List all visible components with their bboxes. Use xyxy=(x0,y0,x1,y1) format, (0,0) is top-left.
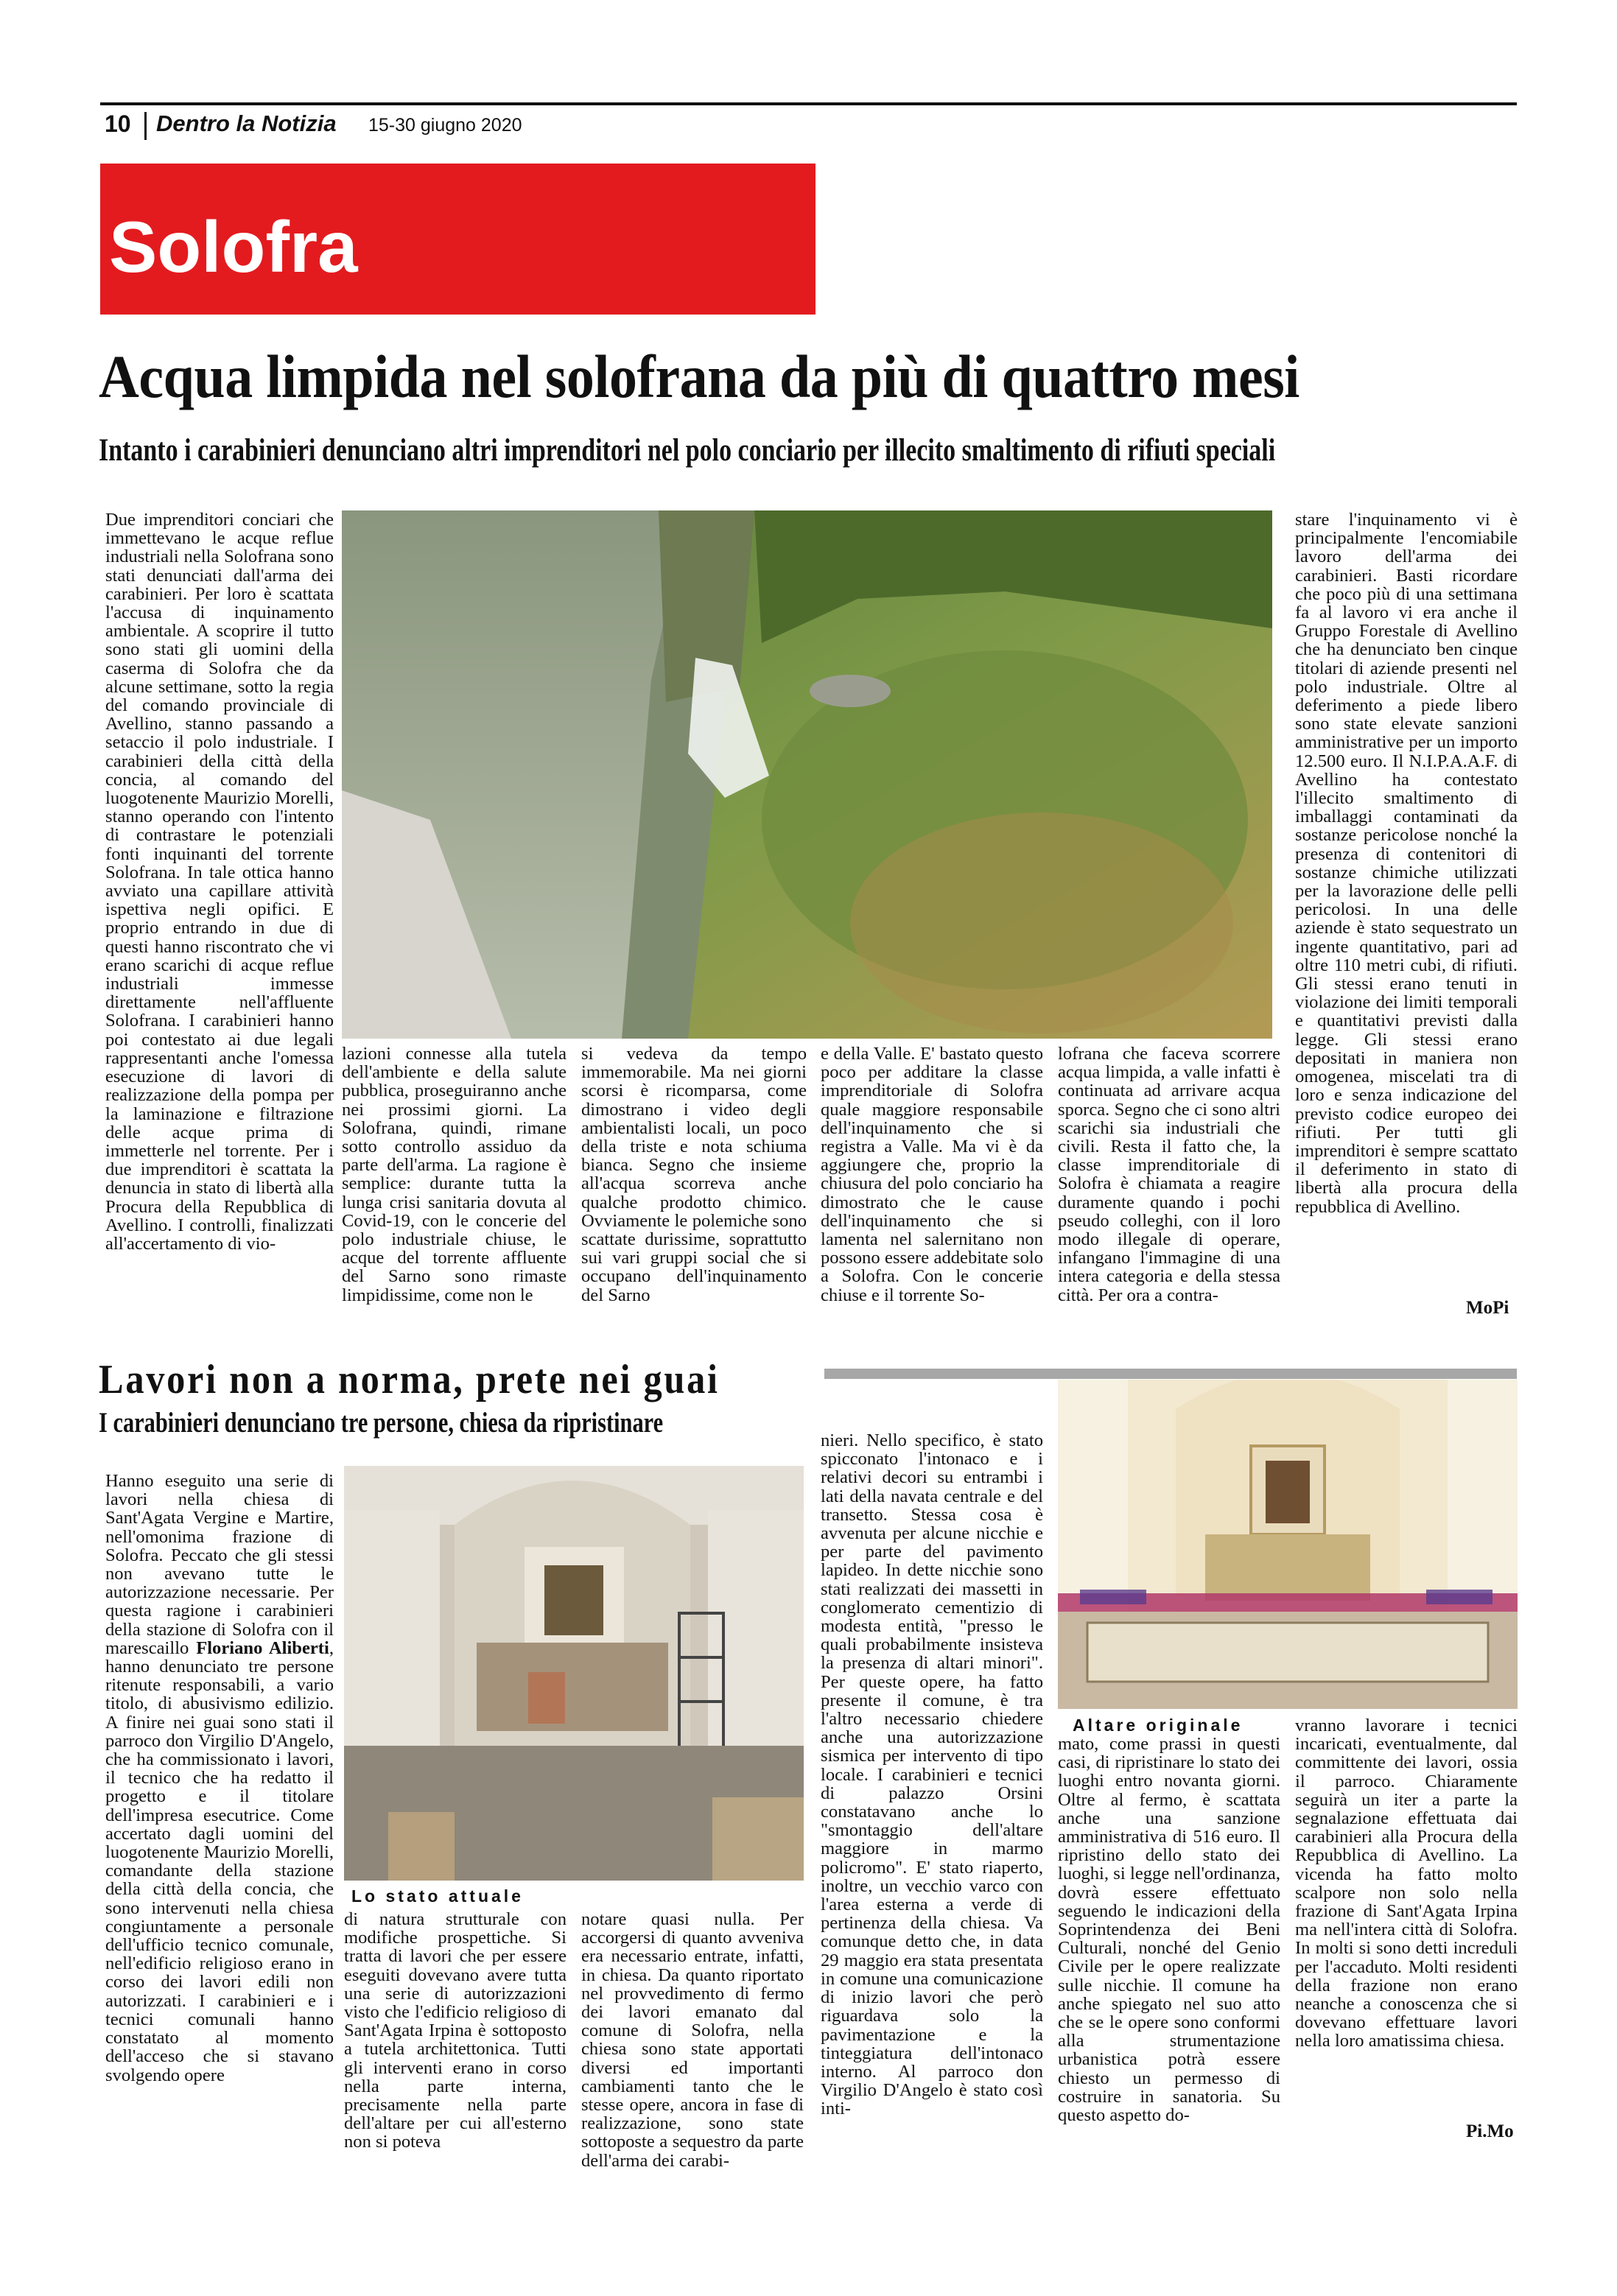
grey-divider-bar xyxy=(824,1369,1517,1379)
church-altar-icon xyxy=(1058,1380,1518,1709)
article2-signature: Pi.Mo xyxy=(1466,2121,1514,2141)
article2-column-1: Hanno eseguito una serie di lavori nella chiesa di Sant'Agata Vergine e Martire, nell'omonima frazione di Solofra. Peccato che gli stessi non avevano tutte le autorizzazione necessarie. Per questa ragione i carabinieri della stazione di Solofra con il marescaillo Floriano Aliberti, hanno denunciato tre persone ritenute responsabili, a vario titolo, di abusivismo edilizio. A finire nei guai sono stati il parroco don Virgilio D'Angelo, che ha commissionato i lavori, il tecnico che ha redatto il progetto e il titolare dell'impresa esecutrice. Come accertato dagli uomini del luogotenente Maurizio Morelli, comandante della stazione della città della concia, che sono intervenuti nella chiesa congiuntamente a personale dell'ufficio tecnico comunale, nell'edificio religioso erano in corso dei lavori edili non autorizzati. I carabinieri e i tecnici comunali hanno constatato al momento dell'acceso che si stavano svolgendo opere xyxy=(105,1471,334,2085)
article2-column-3: notare quasi nulla. Per accorgersi di quanto avveniva era necessario entrate, infatti, in chiesa. Da quanto riportato nel provvedimento di fermo dei lavori emanato dal comune di Solofra, nella chiesa sono state apportati diversi ed importanti cambiamenti tanto che le stesse opere, ancora in fase di realizzazione, sono state sottoposte a sequestro da parte dell'arma dei carabi- xyxy=(581,1909,804,2171)
article2-headline: Lavori non a norma, prete nei guai xyxy=(99,1357,720,1402)
church-construction-icon xyxy=(344,1466,804,1881)
article1-headline: Acqua limpida nel solofrana da più di quattro mesi xyxy=(99,343,1299,410)
officer-name: Floriano Aliberti xyxy=(196,1637,329,1658)
article2-column-4: nieri. Nello specifico, è stato spicconato l'intonaco e i relativi decori su entrambi i lati della navata centrale e del transetto. Stessa cosa è avvenuta per alcune nicchie e per parte del pavimento lapideo. In dette nicchie sono stati realizzati dei massetti in conglomerato cementizio di modesta entità, "presso le quali probabilmente insisteva la presenza di altari minori". Per queste opere, ha fatto presente il comune, è tra l'altro necessario chiedere anche una autorizzazione sismica per intervento di tipo locale. I carabinieri e tecnici di palazzo Orsini constatavano anche lo "smontaggio dell'altare maggiore in marmo policromo". E' stato riaperto, inoltre, un vecchio varco con l'area esterna a verde di pertinenza della chiesa. Va comunque detto che, in data 29 maggio era stata presentata in comune una comunicazione di inizio lavori che però riguardava solo la pavimentazione e la tinteggiatura dell'intonaco interno. Al parroco don Virgilio D'Angelo è stato così inti- xyxy=(821,1430,1043,2119)
article2-column-6: vranno lavorare i tecnici incaricati, eventualmente, dal committente dei lavori, ossia il parroco. Chiaramente seguirà un iter a parte la segnalazione effettuata dai carabinieri alla Procura della Repubblica di Avellino. La vicenda ha fatto molto scalpore non solo nella frazione di Sant'Agata Irpina ma nell'intera città di Solofra. In molti si sono detti increduli per l'accaduto. Molti residenti della frazione non erano neanche a conoscenza che si dovevano effettuare lavori nella loro amatissima chiesa. xyxy=(1295,1716,1518,2051)
folio-divider xyxy=(144,112,147,140)
article1-column-2: lazioni connesse alla tutela dell'ambiente e della salute pubblica, proseguiranno anche nei prossimi giorni. La Solofrana, quindi, rimane sotto controllo assiduo da parte dell'arma. La ragione è semplice: durante tutta la lunga crisi sanitaria dovuta al Covid-19, con le concerie del polo industriale chiuse, le acque del torrente affluente del Sarno sono rimaste limpidissime, come non le xyxy=(342,1044,567,1305)
article1-column-4: e della Valle. E' bastato questo poco per additare la classe imprenditoriale di Solofra quale maggiore responsabile dell'inquinamento che si registra a Valle. Ma vi è da aggiungere che, proprio la chiusura del polo conciario ha dimostrato che le cause dell'inquinamento che si lamenta nel salernitano non possono essere addebitate solo a Solofra. Con le concerie chiuse e il torrente So- xyxy=(821,1044,1043,1305)
article1-signature: MoPi xyxy=(1466,1298,1509,1318)
stream-water-icon xyxy=(342,510,1272,1039)
caption-original-altar: Altare originale xyxy=(1073,1716,1244,1735)
article2-subheadline: I carabinieri denunciano tre persone, chiesa da ripristinare xyxy=(99,1407,664,1439)
article1-column-3: si vedeva da tempo immemorabile. Ma nei giorni scorsi è ricomparsa, come dimostrano i video degli ambientalisti locali, un poco della triste e nota schiuma bianca. Segno che insieme all'acqua scorreva anche qualche prodotto chimico. Ovviamente le polemiche sono scattate durissime, soprattutto sui vari gruppi social che si occupano dell'inquinamento del Sarno xyxy=(581,1044,807,1305)
page-number: 10 xyxy=(105,110,131,137)
article1-subheadline: Intanto i carabinieri denunciano altri imprenditori nel polo conciario per illecito smaltimento di rifiuti speciali xyxy=(99,433,1276,468)
publication-name: Dentro la Notizia xyxy=(156,110,337,136)
issue-date: 15-30 giugno 2020 xyxy=(368,115,522,136)
article1-column-5: lofrana che faceva scorrere acqua limpida, a valle infatti è continuata ad arrivare acqua sporca. Segno che ci sono altri scarichi sia industriali che civili. Resta il fatto che, la classe imprenditoriale di Solofra è chiamata a reagire duramente quando i pochi pseudo colleghi, con il loro modo illegale di operare, infangano l'immagine di una intera categoria e della stessa città. Per ora a contra- xyxy=(1058,1044,1280,1305)
church-altar-photo xyxy=(1058,1380,1518,1709)
top-rule xyxy=(100,102,1517,105)
article1-column-1: Due imprenditori conciari che immettevano le acque reflue industriali nella Solofrana sono stati denunciati dall'arma dei carabinieri. Per loro è scattata l'accusa di inquinamento ambientale. A scoprire il tutto sono stati gli uomini della caserma di Solofra che da alcune settimane, sotto la regia del comando provinciale di Avellino, stanno passando a setaccio il polo industriale. I carabinieri della città della concia, al comando del luogotenente Maurizio Morelli, stanno operando con l'intento di contrastare le potenziali fonti inquinanti del torrente Solofrana. In tale ottica hanno avviato una capillare attività ispettiva negli opifici. E proprio entrando in due di questi hanno riscontrato che vi erano scarichi di acque reflue industriali immesse direttamente nell'affluente Solofrana. I carabinieri hanno poi contestato ai due legali rappresentanti anche l'omessa esecuzione di lavori di realizzazione della pompa per la laminazione e filtrazione delle acque prima di immetterle nel torrente. Per i due imprenditori è scattata la denuncia in stato di libertà alla Procura della Repubblica di Avellino. I controlli, finalizzati all'accertamento di vio- xyxy=(105,510,334,1254)
article2-column-5: mato, come prassi in questi casi, di ripristinare lo stato dei luoghi entro novanta giorni. Oltre al fermo, è scattata anche una sanzione amministrativa di 516 euro. Il ripristino dello stato dei luoghi, si legge nell'ordinanza, dovrà essere effettuato seguendo le indicazioni della Soprintendenza dei Beni Culturali, nonché del Genio Civile per le opere realizzate sulle nicchie. Il comune ha anche spiegato nel suo atto che se le opere sono conformi alla strumentazione urbanistica potrà essere chiesto un permesso di costruire in sanatoria. Su questo aspetto do- xyxy=(1058,1734,1280,2126)
article2-column-2: di natura strutturale con modifiche prospettiche. Si tratta di lavori che per essere eseguiti dovevano avere tutta una serie di autorizzazioni visto che l'edificio religioso di Sant'Agata Irpina è sottoposto a tutela architettonica. Tutti gli interventi erano in corso nella parte interna, precisamente nella parte dell'altare per cui all'esterno non si poteva xyxy=(344,1909,567,2152)
church-construction-photo xyxy=(344,1466,804,1881)
caption-current-state: Lo stato attuale xyxy=(351,1886,524,1906)
article1-column-6: stare l'inquinamento vi è principalmente l'encomiabile lavoro dell'arma dei carabinieri. Basti ricordare che poco più di una settimana fa al lavoro vi era anche il Gruppo Forestale di Avellino che ha denunciato ben cinque titolari di aziende presenti nel polo industriale. Oltre al deferimento a piede libero sono state elevate sanzioni amministrative per un importo 12.500 euro. Il N.I.P.A.A.F. di Avellino ha contestato l'illecito smaltimento di imballaggi contaminati da sostanze pericolose nonché la presenza di contenitori di sostanze chimiche utilizzati per la lavorazione delle pelli pericolosi. In una delle aziende è stato sequestrato un ingente quantitativo, pari ad oltre 110 metri cubi, di rifiuti. Gli stessi erano tenuti in violazione dei limiti temporali e quantitativi previsti dalla legge. Gli stessi erano depositati in maniera non omogenea, miscelati tra di loro e senza indicazione del previsto codice europeo dei rifiuti. Per tutti gli imprenditori è sempre scattato il deferimento in stato di libertà alla procura della repubblica di Avellino. xyxy=(1295,510,1518,1217)
section-label: Solofra xyxy=(109,206,358,287)
stream-photo xyxy=(342,510,1272,1039)
